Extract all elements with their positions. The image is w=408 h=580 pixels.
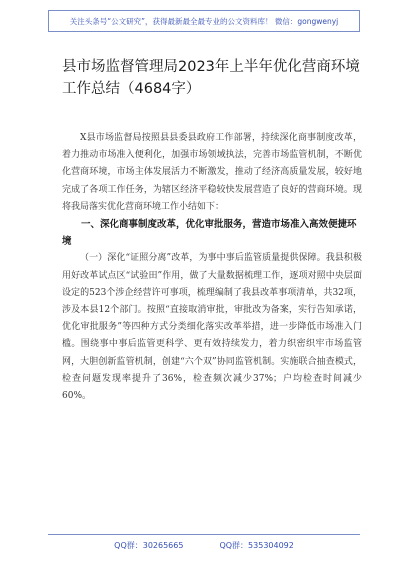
document-title: 县市场监督管理局2023年上半年优化营商环境工作总结（4684字） bbox=[62, 59, 360, 97]
top-banner bbox=[48, 10, 360, 32]
qq-group-2: QQ群：535304092 bbox=[219, 540, 294, 550]
document-body bbox=[62, 130, 362, 405]
qq-group-1: QQ群：30265665 bbox=[114, 540, 184, 550]
bottom-banner bbox=[48, 534, 360, 555]
intro-paragraph: X县市场监督局按照县县委县政府工作部署，持续深化商事制度改革，着力推动市场准入便利化，加强市场领域执法，完善市场监管机制，不断优化营商环境，市场主体发展活力不断激发，推动了经济高质量发展，较好地完成了各项工作任务，为辖区经济平稳较快发展营造了良好的营商环境。现将我局落实优化营商环境工作小结如下： bbox=[62, 133, 362, 212]
section-heading: 一、深化商事制度改革，优化审批服务，营造市场准入高效便捷环境 bbox=[62, 219, 357, 248]
section-paragraph: （一）深化“证照分离”改革，为事中事后监管质量提供保障。我县积极用好改革试点区“试验田”作用，做了大量数据梳理工作，逐项对照中央层面设定的523个涉企经营许可事项，梳理编制了我县改革事项清单，共32项，涉及本县12个部门。按照“直接取消审批，审批改为备案，实行告知承诺，优化审批服务”等四种方式分类细化落实改革举措，进一步降低市场准入门槛。围绕事中事后监管更科学、更有效持续发力，着力织密织牢市场监管网，大胆创新监管机制，创建“六个双”协同监管机制。实施联合抽查模式，检查问题发现率提升了36%，检查频次减少37%；户均检查时间减少60%。 bbox=[62, 253, 362, 402]
top-banner-text: 关注头条号“公文研究”，获得最新最全最专业的公文资料库！ 微信：gongwenyj bbox=[69, 16, 339, 26]
